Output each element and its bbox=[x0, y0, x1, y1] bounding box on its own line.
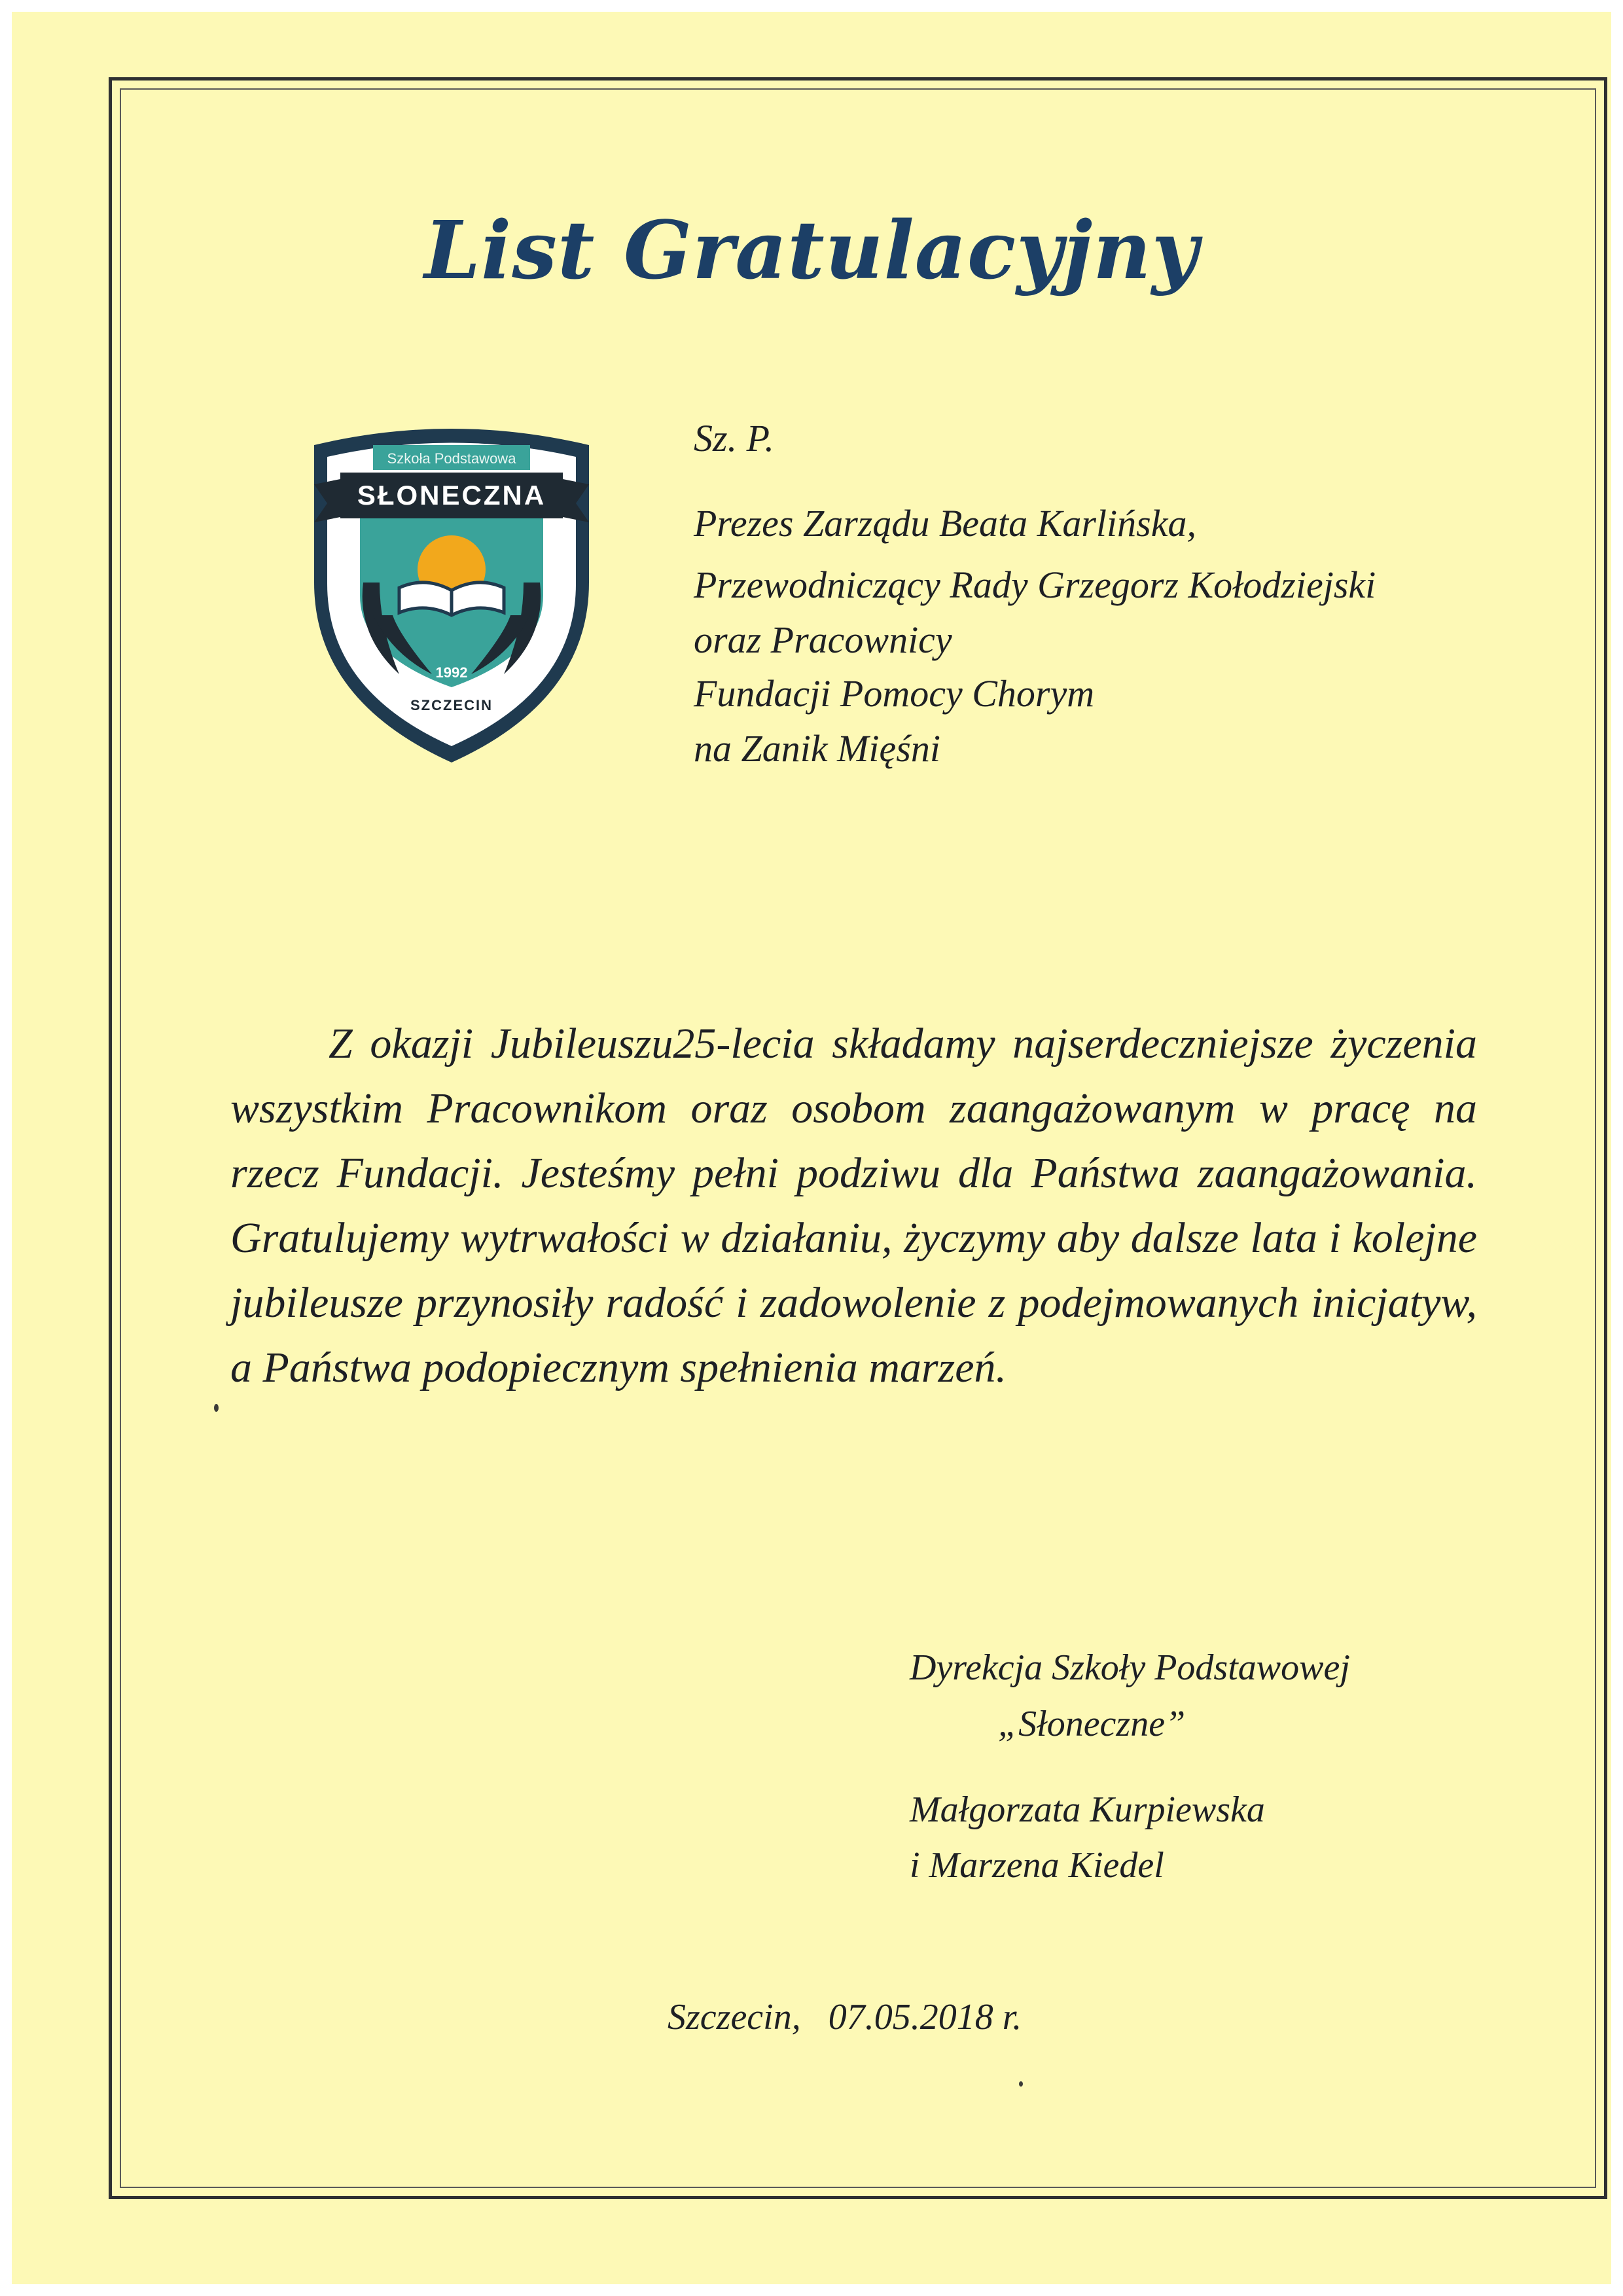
recipient-line: na Zanik Mięśni bbox=[694, 727, 940, 770]
certificate-title: List Gratulacyjny bbox=[424, 203, 1199, 297]
recipient-line: oraz Pracownicy bbox=[694, 619, 952, 661]
logo-top-text: Szkoła Podstawowa bbox=[387, 450, 516, 467]
logo-year: 1992 bbox=[435, 664, 468, 681]
logo-school-name: SŁONECZNA bbox=[357, 480, 546, 511]
recipient-line: Przewodniczący Rady Grzegorz Kołodziejski bbox=[694, 564, 1376, 606]
congratulation-body bbox=[230, 1011, 1477, 1400]
logo-city: SZCZECIN bbox=[410, 697, 493, 713]
signature-line: i Marzena Kiedel bbox=[910, 1845, 1164, 1886]
recipient-line: Prezes Zarządu Beata Karlińska, bbox=[694, 502, 1196, 545]
scan-speck bbox=[214, 1404, 219, 1412]
school-logo bbox=[301, 419, 602, 772]
signature-line: Małgorzata Kurpiewska bbox=[910, 1789, 1265, 1830]
body-text: Z okazji Jubileuszu25-lecia składamy najserdeczniejsze życzenia wszystkim Pracownikom oraz osobom zaangażowanym w pracę na rzecz Fundacji. Jesteśmy pełni podziwu dla Państwa zaangażowania. Gratulujemy wytrwałości w działaniu, życzymy aby dalsze lata i kolejne jubileusze przynosiły radość i zadowolenie z podejmowanych inicjatyw, a Państwa podopiecznym spełnienia marzeń. bbox=[230, 1020, 1477, 1391]
signature-line: Dyrekcja Szkoły Podstawowej bbox=[910, 1647, 1350, 1688]
salutation: Sz. P. bbox=[694, 417, 775, 459]
place-date: Szczecin, 07.05.2018 r. bbox=[668, 1997, 1022, 2037]
recipient-line: Fundacji Pomocy Chorym bbox=[694, 672, 1095, 715]
signature-line: „Słoneczne” bbox=[998, 1704, 1186, 1744]
scan-speck bbox=[1019, 2081, 1023, 2087]
